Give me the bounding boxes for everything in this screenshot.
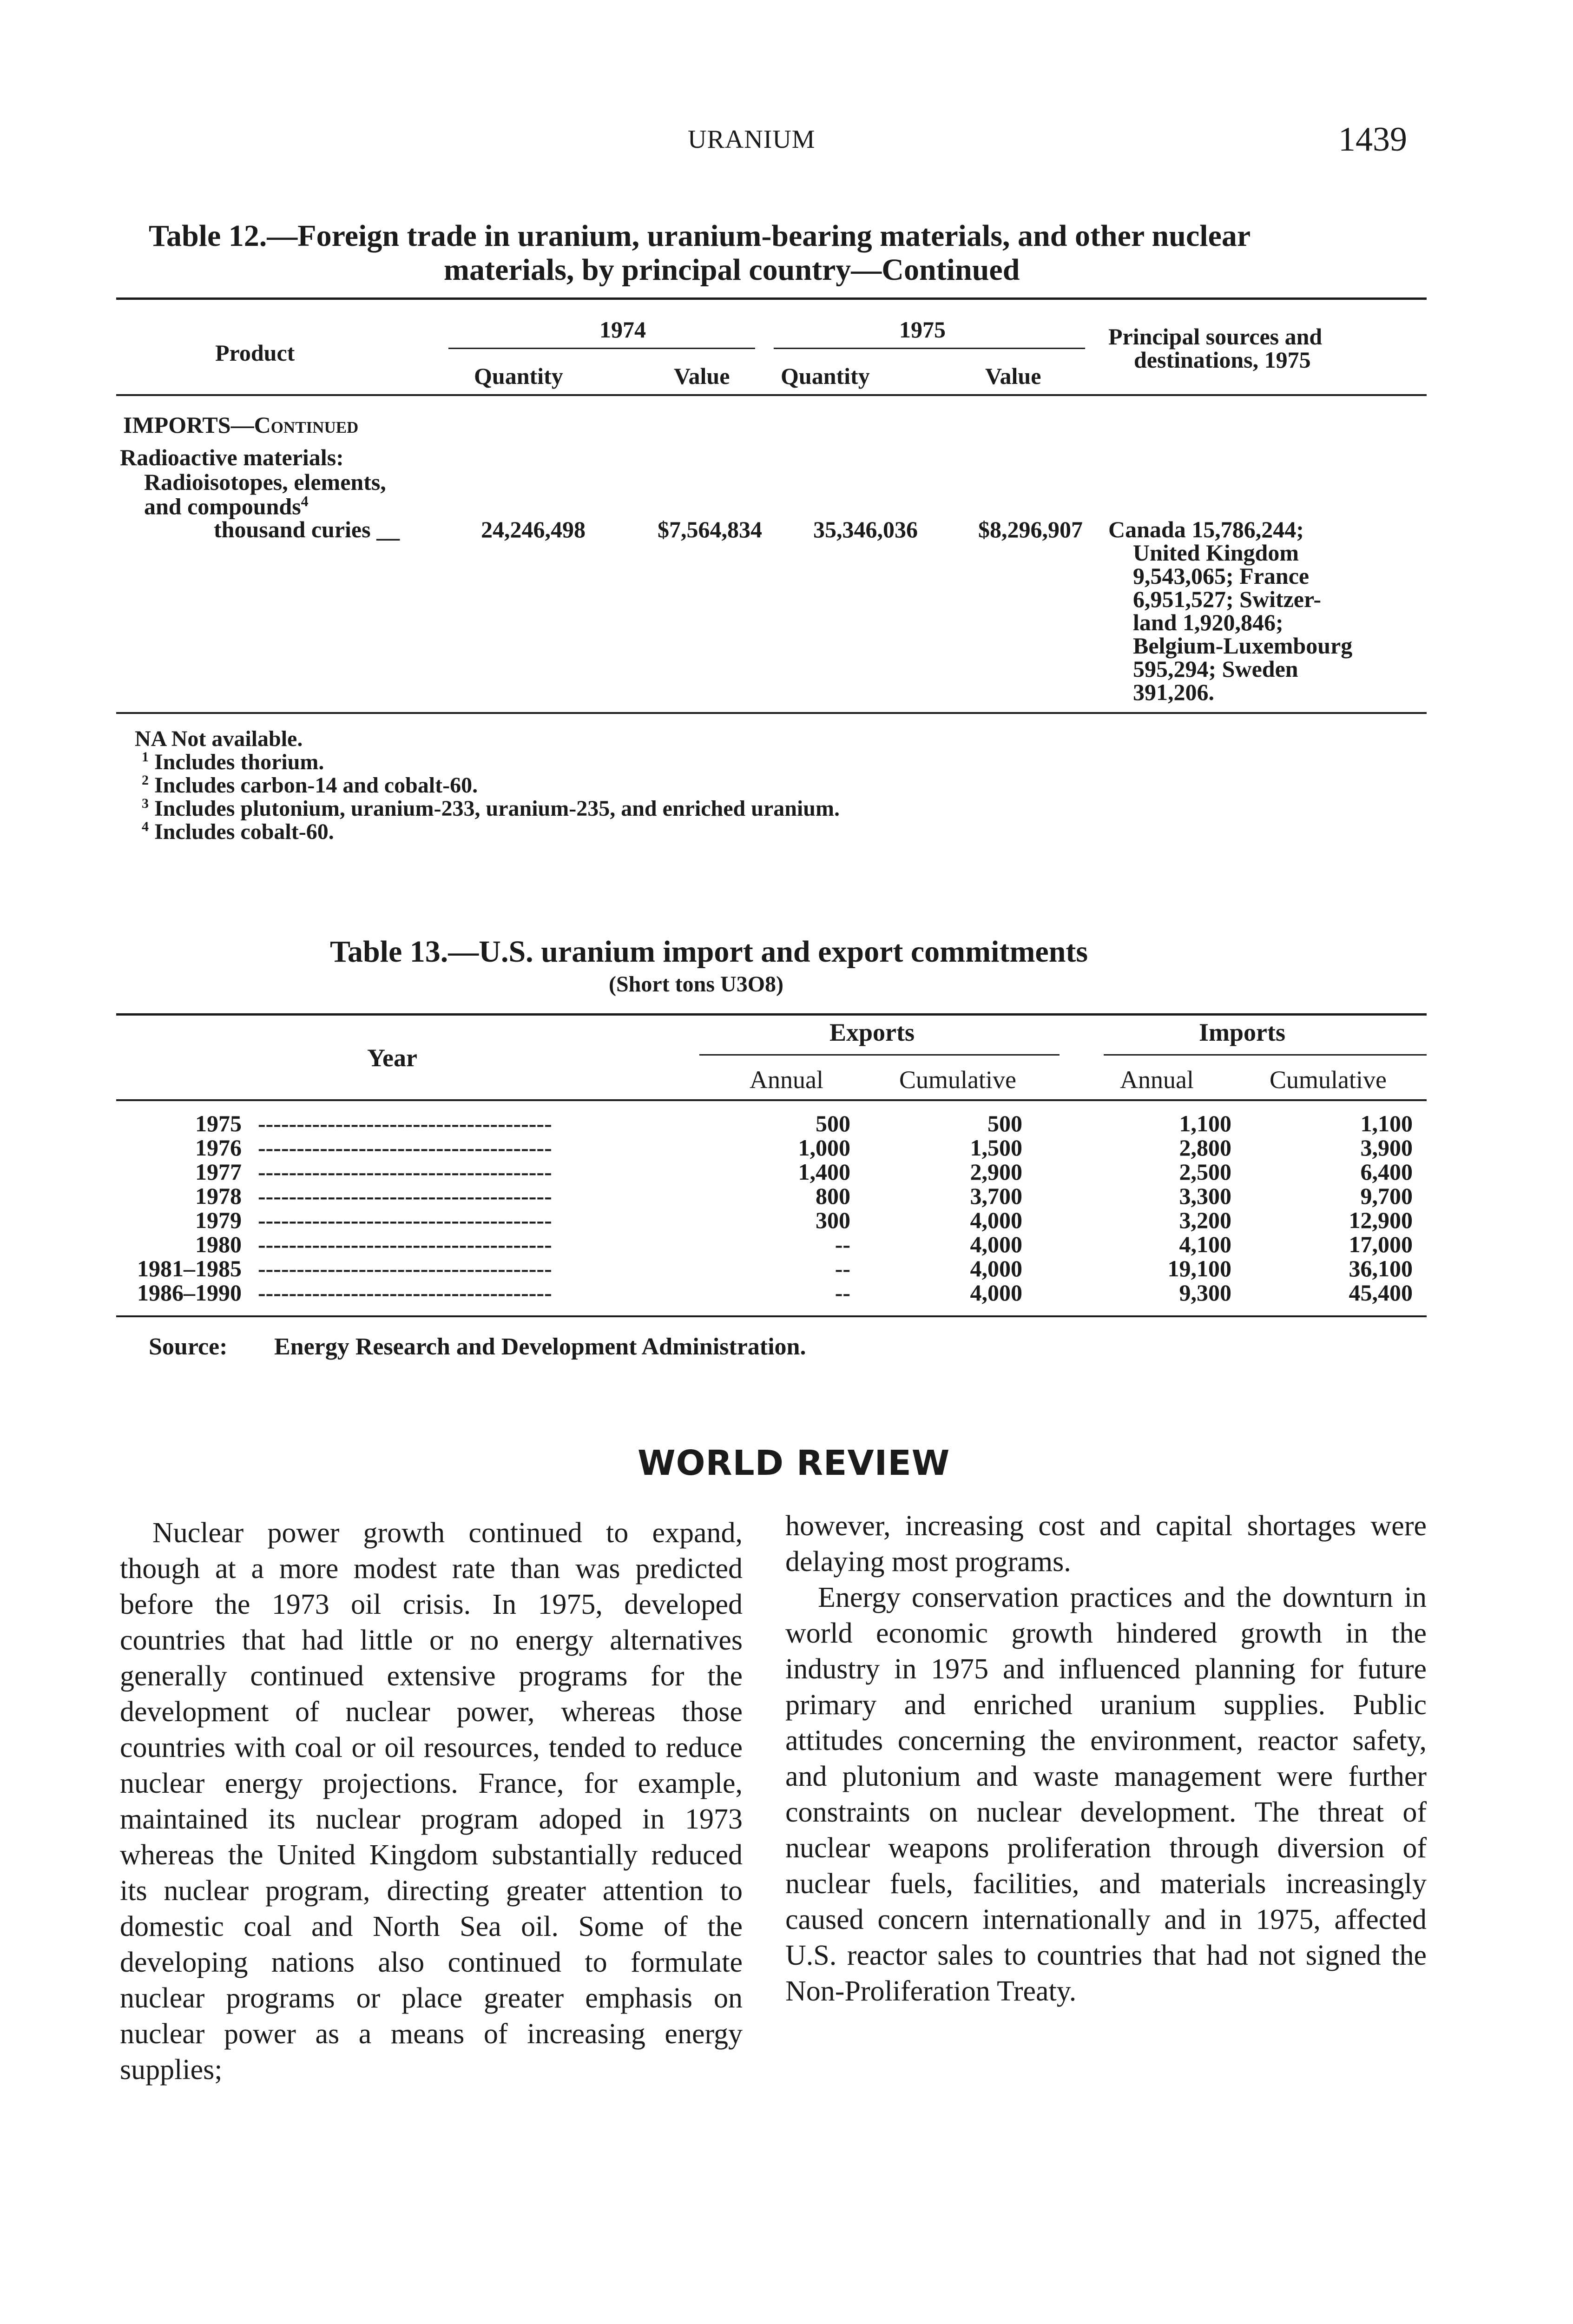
table13-imports-cumulative: 12,900 xyxy=(1349,1207,1413,1233)
table13-exports-annual: -- xyxy=(835,1255,850,1281)
table13-exports-annual: 800 xyxy=(816,1183,850,1209)
table13-exports-annual: 300 xyxy=(816,1207,850,1233)
table12-top-rule xyxy=(116,297,1427,300)
table13-header-imports: Imports xyxy=(1199,1018,1285,1046)
table13-leader: -------------------------------------- xyxy=(258,1207,552,1233)
table13-imports-annual: 4,100 xyxy=(1179,1231,1231,1257)
table13-year: 1979 xyxy=(195,1207,242,1233)
table12-category-label: Radioactive materials: xyxy=(120,444,344,470)
table13-exports-cumulative: 4,000 xyxy=(970,1280,1022,1306)
table12-quantity-1975: 35,346,036 xyxy=(813,516,918,542)
table13-header-exports: Exports xyxy=(829,1018,915,1046)
table12-sources-line-1: Canada 15,786,244; xyxy=(1108,516,1304,542)
table12-footnote-2 xyxy=(142,772,478,798)
table13-imports-cumulative: 45,400 xyxy=(1349,1280,1413,1306)
table12-item-line1: Radioisotopes, elements, xyxy=(144,469,386,495)
table12-footnote-1 xyxy=(142,749,324,775)
table13-imports-cumulative: 36,100 xyxy=(1349,1255,1413,1281)
table12-header-quantity-1975: Quantity xyxy=(781,363,870,389)
table13-exports-annual: -- xyxy=(835,1231,850,1257)
table12-item-line2-text: and compounds xyxy=(144,493,301,520)
table13-imports-cumulative: 1,100 xyxy=(1360,1110,1413,1136)
table13-exports-cumulative: 2,900 xyxy=(970,1159,1022,1185)
table13-source-text: Energy Research and Development Administration. xyxy=(274,1334,806,1360)
table13-exports-annual: 1,000 xyxy=(798,1135,850,1161)
table13-bottom-rule xyxy=(116,1315,1427,1317)
table12-header-rule xyxy=(116,394,1427,396)
table12-header-1974: 1974 xyxy=(599,317,646,343)
table12-value-1975: $8,296,907 xyxy=(978,516,1083,542)
table12-bottom-rule xyxy=(116,712,1427,714)
table12-caption-line2: materials, by principal country—Continued xyxy=(444,253,1020,287)
table13-exports-cumulative: 4,000 xyxy=(970,1255,1022,1281)
table12-footnote-na: NA Not available. xyxy=(135,726,303,751)
footnote-4-mark: 4 xyxy=(142,819,149,834)
table12-sources-line-4: 6,951,527; Switzer- xyxy=(1133,586,1321,612)
footnote-2-mark: 2 xyxy=(142,772,149,788)
table13-header-imports-annual: Annual xyxy=(1120,1066,1194,1094)
table13-exports-annual: 500 xyxy=(816,1110,850,1136)
table13-exports-cumulative: 3,700 xyxy=(970,1183,1022,1209)
table13-row-1986-1990 xyxy=(116,1279,1427,1304)
table13-row-1980 xyxy=(116,1231,1427,1256)
table13-leader: -------------------------------------- xyxy=(258,1159,552,1185)
table13-imports-cumulative: 17,000 xyxy=(1349,1231,1413,1257)
table13-exports-annual: 1,400 xyxy=(798,1159,850,1185)
paragraph: Nuclear power growth continued to expand, though at a more modest rate than was predicted before the 1973 oil crisis. In 1975, developed countries that had little or no energy alternatives generally continued extensive programs for the development of nuclear power, whereas those countries with coal or oil resources, tended to reduce nuclear energy projections. France, for example, maintained its nuclear program adoped in 1973 whereas the United Kingdom substantially reduced its nuclear program, directing greater attention to domestic coal and North Sea oil. Some of the developing nations also continued to formulate nuclear programs or place greater emphasis on nuclear power as a means of increasing energy supplies; xyxy=(120,1517,743,2086)
table13-row-1977 xyxy=(116,1158,1427,1183)
table13-header-year: Year xyxy=(367,1044,417,1072)
section-heading-world-review: WORLD REVIEW xyxy=(638,1443,950,1483)
table13-imports-cumulative: 6,400 xyxy=(1360,1159,1413,1185)
table13-exports-cumulative: 1,500 xyxy=(970,1135,1022,1161)
table12-sources-line-6: Belgium-Luxembourg xyxy=(1133,633,1353,659)
footnote-1-text: Includes thorium. xyxy=(154,750,324,774)
table13-imports-annual: 3,300 xyxy=(1179,1183,1231,1209)
table12-sources-line-3: 9,543,065; France xyxy=(1133,563,1310,589)
table12-item-unit: thousand curies __ xyxy=(214,516,400,542)
table12-year-rule-1975 xyxy=(774,348,1085,349)
footnote-3-text: Includes plutonium, uranium-233, uranium-235, and enriched uranium. xyxy=(154,796,840,821)
table12-header-value-1974: Value xyxy=(674,363,730,389)
table12-sources-line-7: 595,294; Sweden xyxy=(1133,656,1298,682)
table13-year: 1977 xyxy=(195,1159,242,1185)
table12-footnote-4 xyxy=(142,819,334,845)
table13-imports-annual: 19,100 xyxy=(1167,1255,1231,1281)
table12-quantity-1974: 24,246,498 xyxy=(481,516,586,542)
table13-subcaption: (Short tons U3O8) xyxy=(609,972,784,997)
table12-header-1975: 1975 xyxy=(899,317,946,343)
table13-exports-cumulative: 4,000 xyxy=(970,1231,1022,1257)
table12-footnote-3 xyxy=(142,796,840,821)
table13-source-label: Source: xyxy=(149,1334,228,1360)
table12-header-quantity-1974: Quantity xyxy=(474,363,563,389)
table12-header-product: Product xyxy=(215,340,295,366)
table12-header-sources-line1: Principal sources and xyxy=(1108,324,1323,350)
page-number: 1439 xyxy=(1338,120,1407,158)
table12-sources-line-2: United Kingdom xyxy=(1133,540,1299,566)
table13-leader: -------------------------------------- xyxy=(258,1255,552,1281)
table12-section-label: IMPORTS—Continued xyxy=(123,412,359,438)
footnote-4-text: Includes cobalt-60. xyxy=(154,819,334,844)
table13-imports-cumulative: 3,900 xyxy=(1360,1135,1413,1161)
footnote-1-mark: 1 xyxy=(142,749,149,765)
footnote-3-mark: 3 xyxy=(142,796,149,811)
table13-leader: -------------------------------------- xyxy=(258,1280,552,1306)
table13-row-1976 xyxy=(116,1134,1427,1159)
table13-imports-cumulative: 9,700 xyxy=(1360,1183,1413,1209)
table13-header-rule xyxy=(116,1099,1427,1101)
table12-sources-line-5: land 1,920,846; xyxy=(1133,609,1283,635)
table13-imports-annual: 1,100 xyxy=(1179,1110,1231,1136)
table13-imports-annual: 9,300 xyxy=(1179,1280,1231,1306)
table13-header-exports-cumulative: Cumulative xyxy=(899,1066,1016,1094)
table13-imports-annual: 2,500 xyxy=(1179,1159,1231,1185)
paragraph: however, increasing cost and capital shortages were delaying most programs. xyxy=(785,1510,1427,1578)
table13-year: 1981–1985 xyxy=(137,1255,242,1281)
table12-item-footnote-mark: 4 xyxy=(301,493,309,509)
table13-header-imports-cumulative: Cumulative xyxy=(1270,1066,1387,1094)
table13-year: 1975 xyxy=(195,1110,242,1136)
footnote-2-text: Includes carbon-14 and cobalt-60. xyxy=(154,773,478,798)
body-column-left xyxy=(120,1515,743,2088)
table13-exports-cumulative: 500 xyxy=(987,1110,1022,1136)
table13-leader: -------------------------------------- xyxy=(258,1231,552,1257)
table12-year-rule-1974 xyxy=(448,348,755,349)
body-column-right xyxy=(785,1508,1427,2009)
table13-leader: -------------------------------------- xyxy=(258,1135,552,1161)
table13-header-exports-annual: Annual xyxy=(750,1066,823,1094)
table13-caption: Table 13.—U.S. uranium import and export commitments xyxy=(330,935,1088,969)
table13-row-1978 xyxy=(116,1182,1427,1208)
table13-year: 1986–1990 xyxy=(137,1280,242,1306)
table13-exports-annual: -- xyxy=(835,1280,850,1306)
table12-header-value-1975: Value xyxy=(985,363,1041,389)
table13-year: 1980 xyxy=(195,1231,242,1257)
table12-caption-line1: Table 12.—Foreign trade in uranium, uranium-bearing materials, and other nuclear xyxy=(149,219,1251,253)
table13-row-1975 xyxy=(116,1110,1427,1135)
table13-row-1979 xyxy=(116,1207,1427,1232)
table13-leader: -------------------------------------- xyxy=(258,1110,552,1136)
table13-exports-rule xyxy=(699,1054,1060,1056)
table13-top-rule xyxy=(116,1013,1427,1016)
table13-year: 1976 xyxy=(195,1135,242,1161)
table12-value-1974: $7,564,834 xyxy=(658,516,762,542)
table13-imports-rule xyxy=(1104,1054,1427,1056)
table13-row-1981-1985 xyxy=(116,1255,1427,1280)
table12-sources-line-8: 391,206. xyxy=(1133,679,1214,705)
table13-leader: -------------------------------------- xyxy=(258,1183,552,1209)
table13-imports-annual: 3,200 xyxy=(1179,1207,1231,1233)
running-header-title: URANIUM xyxy=(688,125,816,154)
table13-imports-annual: 2,800 xyxy=(1179,1135,1231,1161)
table13-exports-cumulative: 4,000 xyxy=(970,1207,1022,1233)
table12-header-sources-line2: destinations, 1975 xyxy=(1134,347,1311,373)
paragraph: Energy conservation practices and the downturn in world economic growth hindered growth in the industry in 1975 and influenced planning for future primary and enriched uranium supplies. Public attitudes concerning the environment, reactor safety, and plutonium and waste management were further constraints on nuclear development. The threat of nuclear weapons proliferation through diversion of nuclear fuels, facilities, and materials increasingly caused concern internationally and in 1975, affected U.S. reactor sales to countries that had not signed the Non-Proliferation Treaty. xyxy=(785,1582,1427,2007)
table13-year: 1978 xyxy=(195,1183,242,1209)
